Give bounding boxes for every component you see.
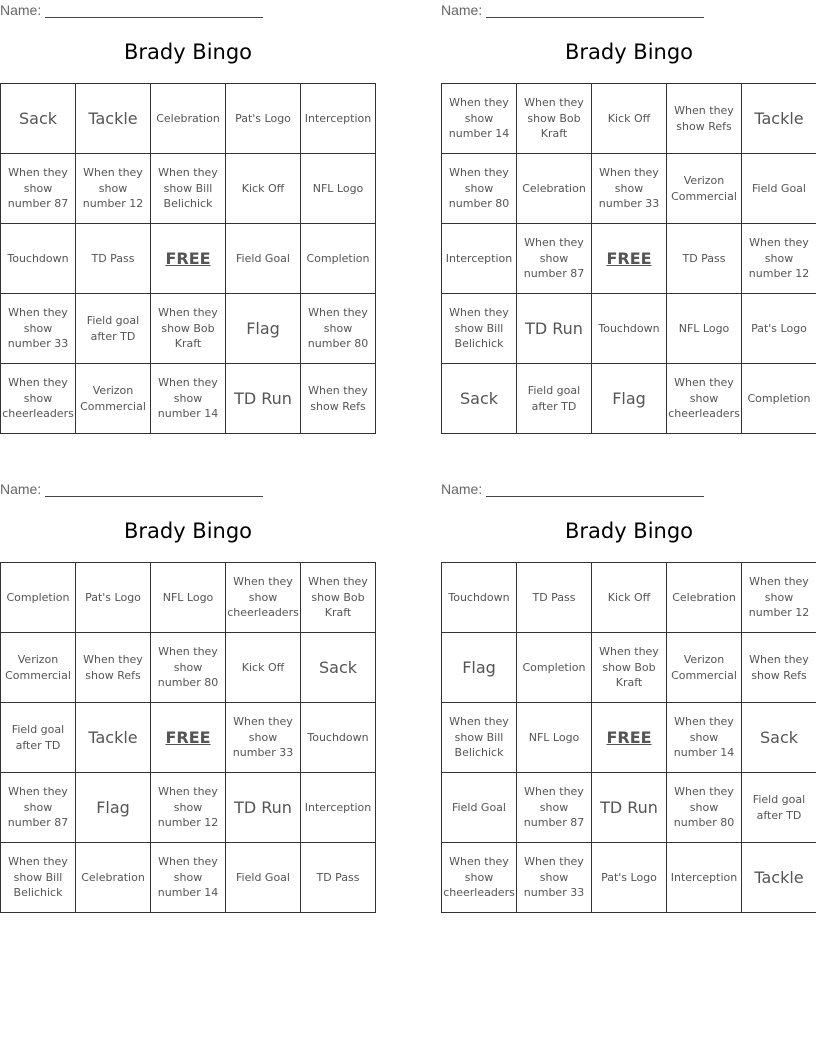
card-title: Brady Bingo (123, 40, 253, 64)
bingo-cell: Sack (742, 703, 816, 773)
bingo-cell: When they show Refs (301, 364, 376, 434)
bingo-cell: NFL Logo (151, 563, 226, 633)
bingo-cell: Completion (742, 364, 816, 434)
name-label: Name: (441, 2, 483, 18)
name-field (441, 2, 711, 20)
bingo-cell: When they show number 12 (742, 224, 816, 294)
bingo-cell: Completion (301, 224, 376, 294)
bingo-cell: Kick Off (592, 84, 667, 154)
bingo-cell: Kick Off (226, 633, 301, 703)
bingo-cell: Flag (226, 294, 301, 364)
bingo-grid (0, 83, 376, 434)
name-field (0, 2, 270, 20)
bingo-cell: Pat's Logo (592, 843, 667, 913)
bingo-cell: TD Run (226, 364, 301, 434)
bingo-cell: When they show Bill Belichick (442, 703, 517, 773)
bingo-cell: When they show cheerleaders (226, 563, 301, 633)
bingo-cell: When they show Refs (76, 633, 151, 703)
bingo-cell: TD Run (592, 773, 667, 843)
bingo-cell: Touchdown (1, 224, 76, 294)
bingo-cell: NFL Logo (517, 703, 592, 773)
name-blank-line (45, 496, 263, 497)
bingo-cell: When they show number 87 (517, 224, 592, 294)
bingo-cell: Tackle (742, 843, 816, 913)
bingo-cell: Tackle (742, 84, 816, 154)
bingo-grid (0, 562, 376, 913)
bingo-cell: When they show number 12 (742, 563, 816, 633)
bingo-cell: When they show number 14 (667, 703, 742, 773)
bingo-grid (441, 562, 816, 913)
bingo-cell: Celebration (76, 843, 151, 913)
bingo-cell: Sack (1, 84, 76, 154)
free-space: FREE (151, 224, 226, 294)
bingo-cell: Kick Off (226, 154, 301, 224)
bingo-cell: Tackle (76, 84, 151, 154)
bingo-cell: Field goal after TD (1, 703, 76, 773)
bingo-cell: Celebration (151, 84, 226, 154)
name-label: Name: (441, 481, 483, 497)
bingo-cell: Celebration (667, 563, 742, 633)
bingo-cell: Verizon Commercial (76, 364, 151, 434)
bingo-cell: When they show number 14 (442, 84, 517, 154)
bingo-cell: Field goal after TD (76, 294, 151, 364)
bingo-cell: TD Run (226, 773, 301, 843)
bingo-cell: TD Pass (76, 224, 151, 294)
free-space: FREE (592, 703, 667, 773)
bingo-cell: When they show number 80 (667, 773, 742, 843)
bingo-cell: When they show number 33 (226, 703, 301, 773)
bingo-cell: When they show cheerleaders (1, 364, 76, 434)
bingo-cell: TD Run (517, 294, 592, 364)
name-field (441, 481, 711, 499)
bingo-cell: Field Goal (442, 773, 517, 843)
bingo-cell: When they show number 14 (151, 843, 226, 913)
bingo-cell: When they show Bob Kraft (592, 633, 667, 703)
bingo-cell: Pat's Logo (76, 563, 151, 633)
bingo-cell: When they show number 12 (151, 773, 226, 843)
bingo-cell: When they show cheerleaders (667, 364, 742, 434)
card-title: Brady Bingo (564, 519, 694, 543)
bingo-cell: TD Pass (517, 563, 592, 633)
name-blank-line (45, 17, 263, 18)
bingo-cell: When they show Bob Kraft (151, 294, 226, 364)
bingo-cell: Sack (301, 633, 376, 703)
bingo-cell: Sack (442, 364, 517, 434)
bingo-cell: When they show Bob Kraft (301, 563, 376, 633)
bingo-cell: NFL Logo (667, 294, 742, 364)
bingo-cell: Verizon Commercial (667, 633, 742, 703)
bingo-cell: Field Goal (226, 843, 301, 913)
bingo-cell: When they show number 80 (442, 154, 517, 224)
bingo-cell: When they show number 87 (1, 154, 76, 224)
bingo-grid (441, 83, 816, 434)
card-title: Brady Bingo (564, 40, 694, 64)
bingo-cell: Pat's Logo (226, 84, 301, 154)
bingo-cell: Field goal after TD (742, 773, 816, 843)
bingo-cell: Completion (1, 563, 76, 633)
bingo-cell: When they show number 14 (151, 364, 226, 434)
bingo-cell: When they show number 33 (1, 294, 76, 364)
bingo-cell: Interception (442, 224, 517, 294)
bingo-cell: When they show number 33 (517, 843, 592, 913)
bingo-cell: TD Pass (301, 843, 376, 913)
bingo-cell: Interception (667, 843, 742, 913)
bingo-cell: Pat's Logo (742, 294, 816, 364)
bingo-cell: Flag (442, 633, 517, 703)
bingo-cell: When they show Bob Kraft (517, 84, 592, 154)
name-field (0, 481, 270, 499)
bingo-cell: Flag (76, 773, 151, 843)
bingo-cell: When they show Refs (742, 633, 816, 703)
bingo-cell: Interception (301, 773, 376, 843)
name-label: Name: (0, 2, 42, 18)
bingo-cell: Touchdown (592, 294, 667, 364)
bingo-cell: Interception (301, 84, 376, 154)
bingo-cell: Completion (517, 633, 592, 703)
bingo-cell: Field Goal (226, 224, 301, 294)
bingo-cell: When they show number 80 (301, 294, 376, 364)
bingo-cell: Flag (592, 364, 667, 434)
bingo-cell: When they show Bill Belichick (442, 294, 517, 364)
free-space: FREE (592, 224, 667, 294)
free-space: FREE (151, 703, 226, 773)
bingo-cell: When they show number 80 (151, 633, 226, 703)
bingo-cell: Touchdown (442, 563, 517, 633)
bingo-cell: When they show Bill Belichick (151, 154, 226, 224)
bingo-cell: When they show number 12 (76, 154, 151, 224)
bingo-cell: Tackle (76, 703, 151, 773)
bingo-cell: Field Goal (742, 154, 816, 224)
bingo-cell: When they show Refs (667, 84, 742, 154)
bingo-cell: When they show number 87 (517, 773, 592, 843)
bingo-cell: Verizon Commercial (1, 633, 76, 703)
bingo-cell: Kick Off (592, 563, 667, 633)
bingo-cell: NFL Logo (301, 154, 376, 224)
bingo-cell: When they show number 87 (1, 773, 76, 843)
bingo-cell: TD Pass (667, 224, 742, 294)
bingo-cell: Touchdown (301, 703, 376, 773)
name-blank-line (486, 496, 704, 497)
name-label: Name: (0, 481, 42, 497)
name-blank-line (486, 17, 704, 18)
bingo-cell: Field goal after TD (517, 364, 592, 434)
bingo-cell: Verizon Commercial (667, 154, 742, 224)
bingo-cell: When they show number 33 (592, 154, 667, 224)
bingo-cell: When they show cheerleaders (442, 843, 517, 913)
bingo-cell: Celebration (517, 154, 592, 224)
bingo-cell: When they show Bill Belichick (1, 843, 76, 913)
card-title: Brady Bingo (123, 519, 253, 543)
